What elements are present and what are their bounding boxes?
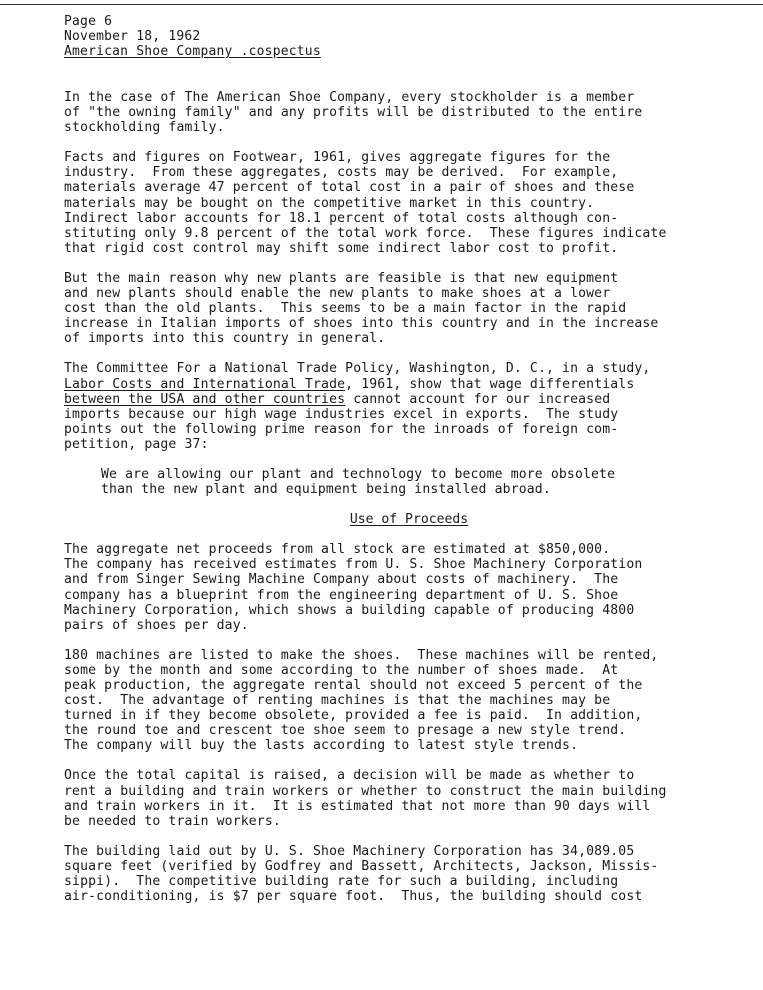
text-line bbox=[64, 377, 754, 392]
text-line bbox=[64, 392, 754, 407]
text-line: increase in Italian imports of shoes into this country and in the increase bbox=[64, 316, 659, 332]
block-quote bbox=[64, 467, 754, 497]
text-line: materials average 47 percent of total cost in a pair of shoes and these bbox=[64, 180, 635, 196]
text-line: square feet (verified by Godfrey and Bassett, Architects, Jackson, Missis- bbox=[64, 858, 659, 874]
text-line: rent a building and train workers or whether to construct the main building bbox=[64, 783, 667, 799]
text-line: pairs of shoes per day. bbox=[64, 617, 249, 633]
quote-line: We are allowing our plant and technology to become more obsolete bbox=[101, 466, 616, 482]
text-line: company has a blueprint from the engineering department of U. S. Shoe bbox=[64, 587, 619, 603]
text-line: and train workers in it. It is estimated that not more than 90 days will bbox=[64, 798, 651, 814]
text-line: be needed to train workers. bbox=[64, 813, 281, 829]
text-line: that rigid cost control may shift some indirect labor cost to profit. bbox=[64, 240, 619, 256]
text-line: cost. The advantage of renting machines is that the machines may be bbox=[64, 693, 611, 709]
text-line: turned in if they become obsolete, provided a fee is paid. In addition, bbox=[64, 708, 643, 724]
top-rule bbox=[0, 4, 763, 5]
text-line: Facts and figures on Footwear, 1961, gives aggregate figures for the bbox=[64, 150, 611, 166]
text-line: petition, page 37: bbox=[64, 436, 209, 452]
text-line: sippi). The competitive building rate for such a building, including bbox=[64, 874, 619, 890]
paragraph-8 bbox=[64, 844, 754, 904]
text-line: In the case of The American Shoe Company, every stockholder is a member bbox=[64, 90, 635, 105]
text-fragment: cannot account for our increased bbox=[345, 391, 611, 407]
section-heading: Use of Proceeds bbox=[349, 512, 469, 528]
text-line: points out the following prime reason for the inroads of foreign com- bbox=[64, 421, 619, 437]
text-line: Machinery Corporation, which shows a building capable of producing 4800 bbox=[64, 602, 635, 618]
text-line: But the main reason why new plants are feasible is that new equipment bbox=[64, 270, 619, 286]
paragraph-6 bbox=[64, 648, 754, 754]
text-line: peak production, the aggregate rental should not exceed 5 percent of the bbox=[64, 678, 643, 693]
quote-line: than the new plant and equipment being installed abroad. bbox=[101, 482, 551, 498]
paragraph-5 bbox=[64, 542, 754, 633]
document-body bbox=[64, 90, 754, 904]
paragraph-4 bbox=[64, 361, 754, 452]
text-line: of "the owning family" and any profits will be distributed to the entire bbox=[64, 105, 643, 121]
underlined-phrase: between the USA and other countries bbox=[64, 391, 346, 407]
document-title: American Shoe Company .cospectus bbox=[64, 44, 321, 59]
text-line: The company has received estimates from U. S. Shoe Machinery Corporation bbox=[64, 557, 643, 573]
text-line: industry. From these aggregates, costs may be derived. For example, bbox=[64, 165, 619, 181]
page-number: Page 6 bbox=[64, 14, 113, 29]
text-line: The company will buy the lasts according to latest style trends. bbox=[64, 738, 579, 754]
text-line: imports because our high wage industries excel in exports. The study bbox=[64, 406, 619, 422]
study-title: Labor Costs and International Trade bbox=[64, 376, 346, 392]
text-line: The aggregate net proceeds from all stock are estimated at $850,000. bbox=[64, 542, 611, 558]
text-line: and new plants should enable the new plants to make shoes at a lower bbox=[64, 286, 611, 302]
text-line: air-conditioning, is $7 per square foot. Thus, the building should cost bbox=[64, 889, 643, 905]
text-line: The building laid out by U. S. Shoe Machinery Corporation has 34,089.05 bbox=[64, 843, 635, 859]
text-line: some by the month and some according to the number of shoes made. At bbox=[64, 662, 619, 678]
paragraph-3 bbox=[64, 271, 754, 346]
text-line: stituting only 9.8 percent of the total work force. These figures indicate bbox=[64, 225, 667, 241]
text-line: stockholding family. bbox=[64, 120, 225, 136]
text-line: The Committee For a National Trade Policy, Washington, D. C., in a study, bbox=[64, 361, 651, 377]
paragraph-7 bbox=[64, 768, 754, 828]
text-line: of imports into this country in general. bbox=[64, 331, 386, 347]
paragraph-2 bbox=[64, 150, 754, 256]
text-line: and from Singer Sewing Machine Company about costs of machinery. The bbox=[64, 572, 619, 588]
document-date: November 18, 1962 bbox=[64, 29, 201, 44]
text-line: the round toe and crescent toe shoe seem to presage a new style trend. bbox=[64, 723, 627, 739]
page-header bbox=[64, 14, 321, 59]
text-line: cost than the old plants. This seems to be a main factor in the rapid bbox=[64, 301, 627, 317]
text-line: Once the total capital is raised, a decision will be made as whether to bbox=[64, 768, 635, 784]
paragraph-1 bbox=[64, 90, 754, 135]
text-line: Indirect labor accounts for 18.1 percent of total costs although con- bbox=[64, 210, 619, 226]
text-line: 180 machines are listed to make the shoes. These machines will be rented, bbox=[64, 647, 659, 663]
text-fragment: , 1961, show that wage differentials bbox=[345, 376, 635, 392]
text-line: materials may be bought on the competitive market in this country. bbox=[64, 195, 595, 211]
